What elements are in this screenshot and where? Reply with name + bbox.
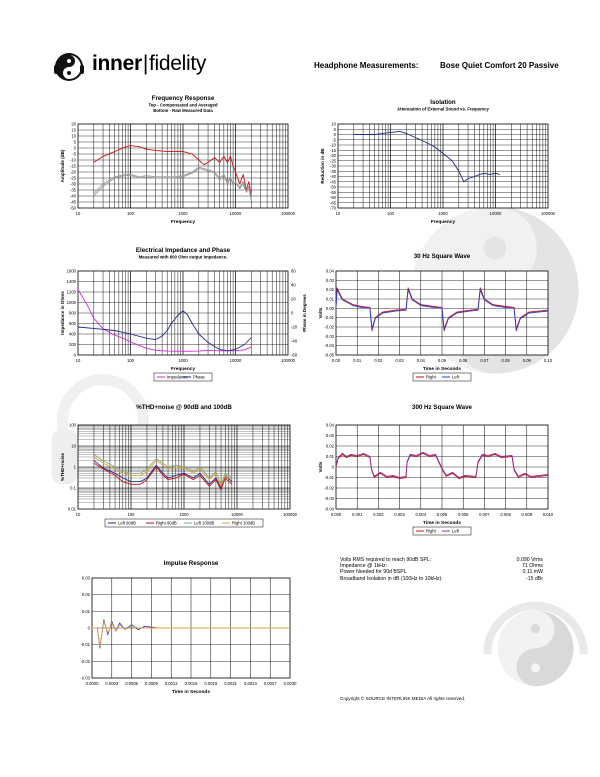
x-tick-label: 0.0018 — [204, 681, 218, 686]
x-tick-label: 1000 — [438, 211, 448, 216]
y-tick-label: 20 — [71, 121, 76, 127]
stats-block — [340, 557, 543, 582]
x-tick-label: 10000 — [231, 512, 243, 517]
x-tick-label: 0.06 — [459, 358, 468, 363]
y-tick-label: -0.02 — [324, 324, 334, 330]
y-tick-label: 400 — [69, 331, 76, 337]
y-tick-label: 1000 — [66, 300, 76, 305]
x-tick-label: 0.04 — [416, 358, 425, 363]
x-tick-label: 10 — [335, 211, 341, 216]
x-tick-label: 0.0003 — [105, 681, 119, 686]
x-tick-label: 10000 — [229, 211, 242, 216]
stat-label: Impedance @ 1kHz: — [340, 563, 388, 570]
x-tick-label: 100 — [127, 358, 134, 363]
y-tick-label: -0.04 — [324, 343, 334, 349]
y-axis-label: Volts — [318, 307, 323, 319]
y-tick-label: -50 — [329, 184, 336, 190]
y-tick-label: -0.01 — [80, 642, 90, 648]
chart-subtitle: Bottom - Raw Measured Data — [153, 108, 213, 113]
y-tick-label: 200 — [69, 342, 76, 347]
x-tick-label: 0.000 — [330, 512, 342, 517]
y-tick-label: 0.03 — [325, 433, 334, 438]
y-tick-label: 5 — [73, 139, 76, 145]
chart-title: Electrical Impedance and Phase — [135, 247, 231, 254]
y-tick-label: -60 — [329, 195, 336, 200]
y-tick-label: -0.05 — [324, 352, 334, 358]
x-tick-label: 0.00 — [331, 358, 341, 363]
y2-tick-label: 0 — [291, 310, 294, 316]
y-tick-label: -0.02 — [80, 658, 90, 664]
stat-value: 0.11 mW — [522, 569, 543, 576]
x-tick-label: 0.002 — [373, 512, 384, 517]
x-axis-label: Frequency — [430, 220, 456, 225]
y2-tick-label: -20 — [291, 324, 298, 330]
x-tick-label: 0.0027 — [263, 681, 277, 686]
chart-title: Impulse Response — [163, 560, 219, 567]
x-tick-label: 100000 — [281, 211, 295, 216]
y-tick-label: -55 — [329, 189, 336, 195]
chart-title: %THD+noise @ 90dB and 100dB — [136, 404, 232, 411]
x-tick-label: 0.03 — [395, 358, 404, 363]
y-tick-label: -40 — [329, 174, 336, 179]
chart-title: 300 Hz Square Wave — [412, 404, 472, 411]
x-tick-label: 100000 — [541, 211, 555, 216]
x-tick-label: 0.010 — [542, 512, 554, 517]
x-tick-label: 0.01 — [353, 358, 362, 363]
y-tick-label: -40 — [69, 193, 76, 199]
y-axis-label: %THD+noise — [60, 452, 65, 482]
y-tick-label: 0.01 — [325, 296, 334, 302]
y2-tick-label: -40 — [291, 338, 298, 344]
y-tick-label: -30 — [69, 181, 76, 187]
y-axis-label: Volts — [318, 461, 323, 473]
y-tick-label: 0.03 — [325, 277, 334, 283]
x-tick-label: 0.008 — [500, 512, 511, 517]
legend-label: Impedance — [167, 374, 188, 380]
y-tick-label: -70 — [329, 205, 336, 211]
legend-label: Left — [452, 528, 459, 534]
y-tick-label: -15 — [69, 163, 76, 169]
y-tick-label: -5 — [332, 137, 336, 143]
y-tick-label: 0 — [87, 625, 90, 631]
legend-label: Left — [452, 374, 459, 380]
y-tick-label: 0.04 — [325, 268, 334, 274]
chart-title: Isolation — [430, 99, 456, 106]
legend-label: Right — [426, 374, 436, 380]
y-tick-label: -45 — [69, 199, 76, 205]
y-axis-label: Reduction in dB — [320, 148, 325, 184]
x-tick-label: 10000 — [229, 358, 242, 363]
y-tick-label: -0.03 — [80, 675, 90, 681]
y2-tick-label: 20 — [291, 296, 296, 302]
x-axis-label: Frequency — [170, 220, 196, 225]
y-tick-label: 10 — [331, 121, 336, 127]
y-tick-label: 5 — [333, 126, 336, 132]
x-tick-label: 0.02 — [374, 358, 383, 363]
stat-label: Broadband Isolation in dB (100Hz to 10kHz): — [340, 575, 443, 582]
y2-axis-label: Phase in Degrees — [302, 294, 307, 332]
x-tick-label: 0.10 — [543, 358, 553, 363]
x-tick-label: 0.004 — [415, 512, 427, 517]
stat-label: Power Needed for 90d BSPL — [340, 569, 407, 576]
x-tick-label: 100 — [127, 211, 134, 216]
y-axis-label: Amplitude (dB) — [60, 149, 65, 183]
y-tick-label: -30 — [329, 163, 336, 169]
y-tick-label: 0.02 — [81, 592, 90, 598]
model-name: Bose Quiet Comfort 20 Passive — [440, 61, 559, 70]
x-tick-label: 0.001 — [351, 512, 363, 517]
x-tick-label: 10 — [75, 211, 81, 216]
x-tick-label: 0.05 — [437, 358, 447, 363]
y-tick-label: 1400 — [66, 279, 76, 284]
chart-title: Frequency Response — [151, 95, 215, 102]
stat-label: Volts RMS required to reach 90dB SPL: — [340, 557, 432, 563]
brand-second: fidelity — [149, 52, 207, 75]
y-tick-label: 1200 — [66, 289, 76, 295]
y-tick-label: 0.02 — [325, 287, 334, 293]
x-tick-label: 0.0015 — [184, 681, 198, 686]
y2-tick-label: 60 — [291, 268, 296, 274]
y-axis-label: Impedance in Ohms — [60, 291, 65, 335]
y-tick-label: 0.01 — [67, 506, 76, 512]
y-tick-label: 0.00 — [325, 305, 334, 311]
x-tick-label: 10000 — [489, 211, 502, 216]
y-tick-label: -20 — [69, 169, 76, 175]
x-axis-label: Time in Seconds — [171, 690, 211, 695]
y-tick-label: -5 — [72, 151, 76, 157]
legend-label: Right — [426, 528, 436, 534]
x-tick-label: 100 — [387, 211, 394, 216]
x-tick-label: 1000 — [178, 358, 188, 363]
y-tick-label: 0 — [73, 352, 76, 358]
y-tick-label: 0.03 — [81, 575, 90, 581]
x-tick-label: 10 — [75, 358, 81, 363]
chart-subtitle: Attenuation of External Sound vs. Frequency — [397, 106, 489, 112]
y-tick-label: -50 — [69, 205, 76, 211]
x-tick-label: 0.007 — [479, 512, 490, 517]
y-tick-label: -10 — [69, 157, 76, 163]
copyright: Copyright © SOURCE INTERLINK MEDIA All rights reserved. — [340, 696, 466, 701]
y-tick-label: 0.01 — [325, 454, 334, 459]
y-tick-label: -0.01 — [324, 315, 334, 321]
brand-separator: | — [142, 52, 148, 75]
x-tick-label: 0.006 — [457, 512, 469, 517]
x-tick-label: 0.07 — [480, 358, 489, 363]
chart-title: 30 Hz Square Wave — [413, 253, 471, 260]
y-tick-label: 0.04 — [325, 422, 334, 428]
x-tick-label: 0.003 — [394, 512, 405, 517]
x-axis-label: Time in Seconds — [422, 367, 462, 372]
y-tick-label: 0.01 — [81, 608, 90, 614]
x-tick-label: 0.0006 — [125, 681, 139, 686]
y-tick-label: -25 — [329, 158, 336, 164]
x-tick-label: 0.009 — [521, 512, 533, 517]
y-tick-label: -35 — [69, 187, 76, 193]
x-tick-label: 0.0021 — [224, 681, 238, 686]
x-tick-label: 100000 — [281, 358, 295, 363]
section-label: Headphone Measurements: — [314, 61, 419, 70]
y-tick-label: -65 — [329, 200, 336, 206]
y-tick-label: 0.02 — [325, 443, 334, 449]
y-tick-label: -0.03 — [324, 496, 334, 501]
legend-label: Left 90dB — [118, 520, 136, 526]
stat-row — [340, 576, 543, 582]
y-tick-label: -45 — [329, 179, 336, 185]
legend-label: Right 90dB — [156, 520, 177, 526]
x-tick-label: 1000 — [179, 512, 189, 517]
legend-label: Phase — [193, 374, 205, 380]
y-tick-label: 0 — [73, 145, 76, 151]
y2-tick-label: -60 — [291, 352, 298, 358]
x-tick-label: 0.0024 — [243, 681, 257, 686]
x-tick-label: 100000 — [283, 512, 297, 517]
y-tick-label: 0 — [333, 132, 336, 137]
chart-subtitle: Measured with 600 Ohm output impedance. — [138, 254, 228, 260]
y-tick-label: 15 — [71, 127, 76, 133]
y-tick-label: -0.04 — [324, 506, 334, 512]
x-tick-label: 0.0009 — [144, 681, 158, 686]
y-tick-label: 10 — [71, 133, 76, 139]
y-tick-label: 10 — [71, 443, 76, 449]
legend-label: Right 100dB — [232, 520, 256, 526]
y-tick-label: -10 — [329, 142, 336, 148]
y-tick-label: 800 — [69, 310, 76, 316]
stat-value: 0.090 Vrms — [516, 557, 543, 563]
y-tick-label: -20 — [329, 153, 336, 158]
y-tick-label: 0 — [331, 464, 334, 470]
x-axis-label: Time in Seconds — [422, 521, 462, 526]
stat-value: -15 dBr — [525, 575, 543, 582]
stat-value: 71 Ohms — [521, 563, 543, 570]
x-tick-label: 10 — [75, 512, 81, 517]
y2-tick-label: 40 — [291, 282, 296, 288]
legend-label: Left 100dB — [194, 520, 215, 526]
x-tick-label: 0.0012 — [164, 681, 178, 686]
y-tick-label: -0.03 — [324, 333, 334, 339]
y-tick-label: 600 — [69, 321, 76, 326]
y-tick-label: -15 — [329, 147, 336, 153]
chart-subtitle: Top - Compensated and Averaged — [148, 102, 218, 108]
y-tick-label: -35 — [329, 168, 336, 174]
x-tick-label: 0.0000 — [85, 681, 99, 686]
x-tick-label: 0.0030 — [283, 681, 297, 686]
x-tick-label: 0.09 — [522, 358, 531, 363]
y-tick-label: 0.1 — [70, 485, 76, 491]
x-tick-label: 100 — [127, 512, 135, 517]
y-tick-label: -0.02 — [324, 485, 334, 491]
x-tick-label: 0.005 — [436, 512, 448, 517]
y-tick-label: 1 — [73, 464, 76, 470]
x-tick-label: 1000 — [178, 211, 188, 216]
y-tick-label: 100 — [69, 422, 76, 428]
y-tick-label: 1600 — [66, 268, 76, 274]
brand-first: inner — [92, 52, 142, 75]
y-tick-label: -25 — [69, 175, 76, 181]
x-tick-label: 0.08 — [501, 358, 510, 363]
x-axis-label: Frequency — [170, 367, 196, 372]
y-tick-label: -0.01 — [324, 475, 334, 480]
